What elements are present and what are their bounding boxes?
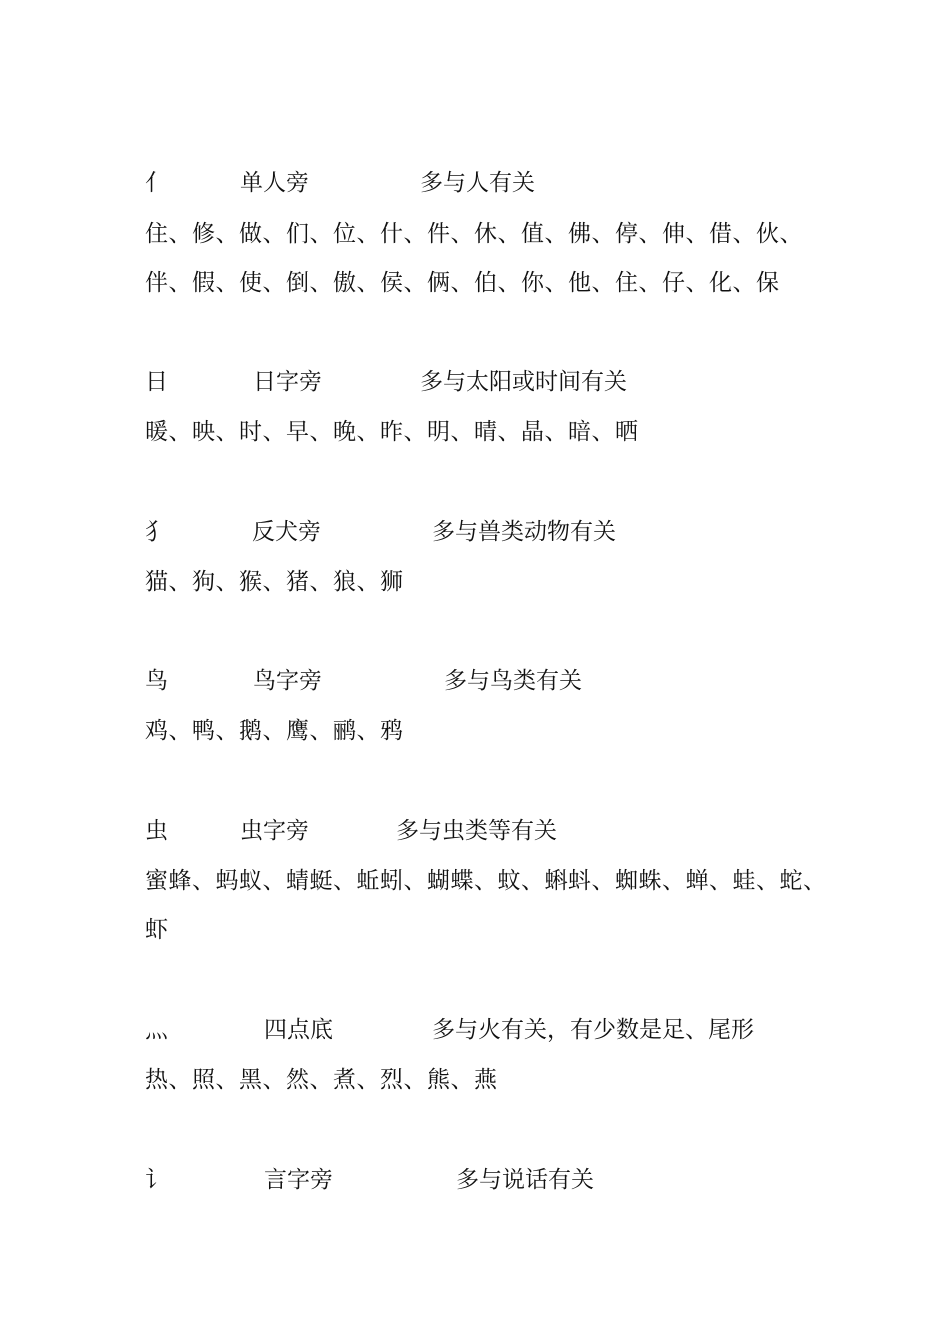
radical-symbol: 犭 [145, 519, 168, 545]
radical-meaning: 多与兽类动物有关 [432, 519, 616, 545]
radical-name: 日字旁 [253, 369, 322, 395]
radical-name: 鸟字旁 [253, 668, 322, 694]
radical-meaning: 多与说话有关 [456, 1167, 594, 1193]
radical-symbol: 日 [145, 369, 168, 395]
example-chars-line: 暖、映、时、早、晚、昨、明、晴、晶、暗、晒 [145, 419, 639, 445]
example-chars-line: 住、修、做、们、位、什、件、休、值、佛、停、伸、借、伙、 [145, 221, 803, 247]
radical-name: 言字旁 [264, 1167, 333, 1193]
radical-name: 反犬旁 [252, 519, 321, 545]
example-chars-line: 伴、假、使、倒、傲、侯、俩、伯、你、他、住、仔、化、保 [145, 270, 780, 296]
radical-meaning: 多与虫类等有关 [396, 818, 557, 844]
radical-symbol: 亻 [145, 170, 168, 196]
radical-name: 四点底 [264, 1017, 333, 1043]
example-chars-line: 热、照、黑、然、煮、烈、熊、燕 [145, 1067, 498, 1093]
radical-name: 虫字旁 [240, 818, 309, 844]
example-chars-line: 蜜蜂、蚂蚁、蜻蜓、蚯蚓、蝴蝶、蚊、蝌蚪、蜘蛛、蝉、蛙、蛇、 [145, 868, 827, 894]
radical-symbol: 鸟 [145, 668, 168, 694]
radical-meaning: 多与火有关，有少数是足、尾形 [432, 1017, 754, 1043]
example-chars-line: 鸡、鸭、鹅、鹰、鹂、鸦 [145, 718, 404, 744]
radical-symbol: 灬 [145, 1017, 168, 1043]
radical-name: 单人旁 [240, 170, 309, 196]
radical-meaning: 多与鸟类有关 [444, 668, 582, 694]
radical-symbol: 讠 [145, 1167, 168, 1193]
radical-symbol: 虫 [145, 818, 168, 844]
radical-meaning: 多与人有关 [420, 170, 535, 196]
radical-meaning: 多与太阳或时间有关 [420, 369, 627, 395]
example-chars-line: 猫、狗、猴、猪、狼、狮 [145, 569, 404, 595]
example-chars-line: 虾 [145, 917, 169, 943]
